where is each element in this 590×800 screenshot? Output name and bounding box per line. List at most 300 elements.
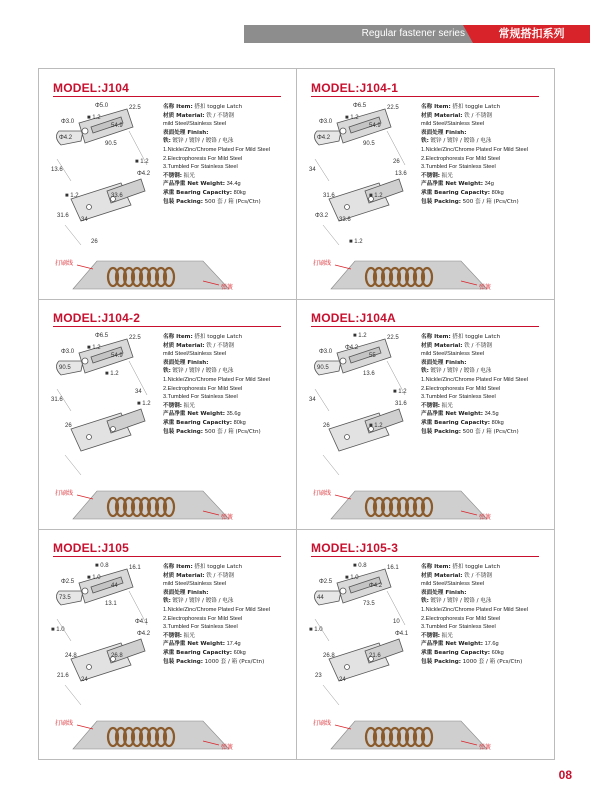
spec-material-value: 铁 / 不锈钢	[464, 342, 492, 349]
spec-material-label: 材质 Material:	[163, 112, 205, 119]
spring-detail-photo	[311, 715, 539, 755]
spec-iron	[163, 367, 293, 376]
series-title-cn: 常规搭扣系列	[473, 25, 590, 43]
spec-capacity-value: 60kg	[233, 649, 246, 656]
spring-photo-svg	[53, 715, 281, 755]
spring-detail-photo	[53, 255, 281, 295]
spec-stainless	[421, 402, 551, 411]
latch-hole	[340, 358, 346, 364]
spec-finish-3: 3.Tumbled For Stainless Steel	[421, 624, 496, 631]
dimension-line	[315, 389, 329, 411]
dimension-label: Φ4.2	[137, 631, 151, 637]
spec-iron-label: 铁:	[421, 138, 429, 145]
spec-material	[163, 342, 293, 351]
spec-weight-value: 17.6g	[484, 641, 499, 648]
spec-finish-2: 2.Electrophoresis For Mild Steel	[421, 615, 501, 622]
rivet-label: 打刷线	[55, 260, 74, 267]
spec-iron-value: 镀锌 / 镀锌 / 镀铬 / 电泳	[430, 368, 492, 375]
spec-finish-label: 表面处理 Finish:	[421, 589, 467, 596]
spec-capacity-value: 80kg	[233, 189, 246, 196]
dimension-label: ■ 1.2	[65, 193, 79, 199]
spec-packing-label: 包装 Packing:	[163, 658, 204, 665]
spec-packing-value: 500 套 / 箱 (Pcs/Ctn)	[204, 198, 261, 205]
spec-weight-value: 34.5g	[484, 411, 499, 418]
spring-coil	[108, 268, 174, 286]
dimension-line	[65, 685, 81, 705]
dimension-label: Φ4.2	[369, 583, 383, 589]
spec-weight	[421, 640, 551, 649]
spec-packing	[421, 428, 551, 437]
spec-material	[163, 572, 293, 581]
dimension-label: 34	[309, 397, 316, 403]
dimension-label: Φ3.0	[61, 119, 75, 125]
spec-material-en: mild Steel/Stainless Steel	[421, 351, 485, 358]
dimension-label: ■ 1.0	[309, 627, 323, 633]
spec-item	[421, 333, 551, 342]
spec-finish-label: 表面处理 Finish:	[421, 359, 467, 366]
spec-stainless-label: 不锈钢:	[421, 172, 441, 179]
mount-hole	[345, 205, 350, 210]
dimension-line	[65, 225, 81, 245]
spec-item-value: 搭扣 toggle Latch	[452, 334, 501, 340]
spec-capacity-value: 60kg	[491, 649, 504, 656]
spec-item	[163, 103, 293, 112]
spec-capacity-value: 80kg	[491, 419, 504, 426]
dimension-label: 22.5	[129, 105, 141, 111]
spec-material-value: 铁 / 不锈钢	[464, 112, 492, 119]
spec-finish-label: 表面处理 Finish:	[163, 589, 209, 596]
spec-stainless-label: 不锈钢:	[163, 632, 183, 639]
spec-iron	[421, 597, 551, 606]
spring-label: 弹簧	[479, 514, 492, 521]
dimension-label: ■ 1.2	[393, 389, 407, 395]
model-title: MODEL:J104A	[311, 311, 396, 325]
dimension-label: 44	[317, 595, 324, 601]
dimension-line	[323, 455, 339, 475]
dimension-line	[323, 225, 339, 245]
mount-hole	[87, 665, 92, 670]
spec-weight	[163, 410, 293, 419]
dimension-label: ■ 1.2	[105, 371, 119, 377]
spring-detail-photo	[53, 715, 281, 755]
spec-finish-3: 3.Tumbled For Stainless Steel	[421, 394, 496, 401]
spec-material-value: 铁 / 不锈钢	[206, 342, 234, 349]
dimension-line	[323, 685, 339, 705]
model-underline	[53, 326, 281, 327]
spec-item-value: 搭扣 toggle Latch	[452, 104, 501, 110]
spec-item	[163, 333, 293, 342]
spring-detail-photo	[311, 255, 539, 295]
latch-hole	[82, 588, 88, 594]
spec-item	[421, 103, 551, 112]
dimension-label: 54.9	[111, 123, 123, 129]
dimension-label: 55	[369, 353, 376, 359]
spec-packing-label: 包装 Packing:	[421, 428, 462, 435]
spec-capacity-value: 80kg	[491, 189, 504, 196]
spec-packing-value: 1000 套 / 箱 (Pcs/Ctn)	[204, 658, 265, 665]
spec-stainless	[421, 172, 551, 181]
spring-coil	[108, 498, 174, 516]
spec-capacity	[163, 419, 293, 428]
dimension-label: 33.6	[111, 193, 123, 199]
spec-material-label: 材质 Material:	[421, 112, 463, 119]
latch-hole	[82, 358, 88, 364]
spring-label: 弹簧	[221, 514, 234, 521]
spec-material-en: mild Steel/Stainless Steel	[421, 581, 485, 588]
spec-item-value: 搭扣 toggle Latch	[452, 564, 501, 570]
spec-material-label: 材质 Material:	[163, 572, 205, 579]
mount-hole	[87, 205, 92, 210]
dimension-label: Φ6.5	[95, 333, 109, 339]
spec-finish-2: 2.Electrophoresis For Mild Steel	[421, 385, 501, 392]
dimension-label: 24	[81, 677, 88, 683]
spec-iron	[163, 137, 293, 146]
spec-iron-label: 铁:	[421, 368, 429, 375]
latch-technical-drawing	[51, 561, 159, 711]
spec-weight-label: 产品净重 Net Weight:	[421, 181, 483, 188]
dimension-label: ■ 1.0	[345, 575, 359, 581]
spec-weight-value: 35.6g	[226, 411, 241, 418]
dimension-label: 90.5	[317, 365, 329, 371]
rivet-label: 打刷线	[313, 490, 332, 497]
dimension-label: Φ3.0	[319, 349, 333, 355]
spec-finish-2: 2.Electrophoresis For Mild Steel	[163, 615, 243, 622]
spec-block	[163, 563, 293, 666]
spec-packing-label: 包装 Packing:	[421, 198, 462, 205]
spring-photo-svg	[53, 485, 281, 525]
spec-weight	[421, 180, 551, 189]
dimension-label: Φ4.1	[135, 619, 149, 625]
dimension-label: 33.6	[339, 217, 351, 223]
spec-finish-3: 3.Tumbled For Stainless Steel	[163, 394, 238, 401]
spec-item-label: 名称 Item:	[163, 334, 193, 340]
spec-capacity-label: 承重 Bearing Capacity:	[421, 419, 491, 426]
latch-hole	[340, 588, 346, 594]
spec-stainless-value: 振光	[183, 402, 195, 409]
dimension-label: 16.1	[129, 565, 141, 571]
dimension-label: ■ 0.8	[95, 563, 109, 569]
dimension-label: Φ3.2	[315, 213, 329, 219]
spec-item-label: 名称 Item:	[421, 334, 451, 340]
product-card	[297, 299, 554, 529]
spec-stainless-label: 不锈钢:	[421, 402, 441, 409]
dimension-label: 26.8	[323, 653, 335, 659]
spec-packing-value: 500 套 / 箱 (Pcs/Ctn)	[204, 428, 261, 435]
model-underline	[311, 96, 539, 97]
spec-material-value: 铁 / 不锈钢	[464, 572, 492, 579]
spec-item-label: 名称 Item:	[163, 104, 193, 110]
spec-packing-value: 1000 套 / 箱 (Pcs/Ctn)	[462, 658, 523, 665]
spec-capacity-label: 承重 Bearing Capacity:	[421, 189, 491, 196]
dimension-label: ■ 1.2	[137, 401, 151, 407]
spec-material-value: 铁 / 不锈钢	[206, 112, 234, 119]
dimension-label: 90.5	[363, 141, 375, 147]
dimension-label: Φ5.0	[95, 103, 109, 109]
spec-packing	[163, 198, 293, 207]
spring-coil	[108, 728, 174, 746]
dimension-label: ■ 1.0	[51, 627, 65, 633]
model-title: MODEL:J104-2	[53, 311, 141, 325]
dimension-label: Φ3.0	[61, 349, 75, 355]
spec-iron-value: 镀锌 / 镀锌 / 镀铬 / 电泳	[430, 138, 492, 145]
dimension-label: 26	[323, 423, 330, 429]
page-number: 08	[558, 768, 572, 782]
spec-packing	[421, 198, 551, 207]
dimension-label: 22.5	[387, 335, 399, 341]
latch-technical-drawing	[309, 331, 417, 481]
spec-finish-1: 1.Nickle/Zinc/Chrome Plated For Mild Steel	[421, 146, 528, 153]
dimension-label: 26	[91, 239, 98, 245]
dimension-label: 21.6	[369, 653, 381, 659]
dimension-label: ■ 1.2	[135, 159, 149, 165]
dimension-label: 90.5	[59, 365, 71, 371]
spring-photo-svg	[53, 255, 281, 295]
spec-stainless-value: 振光	[441, 632, 453, 639]
spec-stainless-value: 振光	[183, 632, 195, 639]
spec-material-en: mild Steel/Stainless Steel	[163, 121, 227, 128]
spec-weight-label: 产品净重 Net Weight:	[421, 411, 483, 418]
dimension-label: 31.6	[395, 401, 407, 407]
spring-coil	[366, 268, 432, 286]
rivet-label: 打刷线	[55, 490, 74, 497]
spec-item	[421, 563, 551, 572]
dimension-label: 13.6	[363, 371, 375, 377]
spec-packing-label: 包装 Packing:	[163, 428, 204, 435]
spec-material-en: mild Steel/Stainless Steel	[421, 121, 485, 128]
spec-iron-value: 镀锌 / 镀锌 / 镀铬 / 电泳	[172, 598, 234, 605]
spec-weight-label: 产品净重 Net Weight:	[163, 641, 225, 648]
dimension-label: ■ 1.2	[87, 345, 101, 351]
dimension-label: ■ 1.2	[87, 115, 101, 121]
spec-finish-2: 2.Electrophoresis For Mild Steel	[163, 385, 243, 392]
spec-stainless	[421, 632, 551, 641]
spec-item-value: 搭扣 toggle Latch	[194, 334, 243, 340]
latch-hole	[340, 128, 346, 134]
spec-block	[421, 103, 551, 206]
dimension-label: ■ 1.2	[369, 423, 383, 429]
spec-stainless-label: 不锈钢:	[163, 172, 183, 179]
spec-iron-value: 镀锌 / 镀锌 / 镀铬 / 电泳	[172, 368, 234, 375]
latch-hole	[82, 128, 88, 134]
spec-finish-2: 2.Electrophoresis For Mild Steel	[163, 155, 243, 162]
dimension-label: 24.8	[65, 653, 77, 659]
product-grid	[38, 68, 555, 760]
spec-weight	[421, 410, 551, 419]
spec-material-label: 材质 Material:	[421, 572, 463, 579]
spec-material	[421, 572, 551, 581]
spec-material-label: 材质 Material:	[163, 342, 205, 349]
model-underline	[311, 326, 539, 327]
dimension-label: Φ2.5	[61, 579, 75, 585]
spec-stainless	[163, 402, 293, 411]
dimension-label: 13.6	[395, 171, 407, 177]
product-card	[297, 69, 554, 299]
dimension-label: Φ4.2	[59, 135, 73, 141]
spec-capacity	[163, 189, 293, 198]
spec-item	[163, 563, 293, 572]
dimension-label: 73.5	[59, 595, 71, 601]
spec-capacity-label: 承重 Bearing Capacity:	[421, 649, 491, 656]
dimension-label: 44	[111, 583, 118, 589]
spec-block	[421, 333, 551, 436]
rivet-label: 打刷线	[313, 720, 332, 727]
dimension-label: 13.1	[105, 601, 117, 607]
model-title: MODEL:J104	[53, 81, 130, 95]
model-title: MODEL:J105	[53, 541, 130, 555]
model-title: MODEL:J104-1	[311, 81, 399, 95]
spec-packing	[421, 658, 551, 667]
spec-capacity	[421, 649, 551, 658]
spring-label: 弹簧	[221, 284, 234, 291]
spec-finish-1: 1.Nickle/Zinc/Chrome Plated For Mild Steel	[163, 146, 270, 153]
spec-iron	[163, 597, 293, 606]
spring-label: 弹簧	[479, 744, 492, 751]
spec-finish-1: 1.Nickle/Zinc/Chrome Plated For Mild Steel	[421, 376, 528, 383]
spec-item-value: 搭扣 toggle Latch	[194, 104, 243, 110]
spec-packing-value: 500 套 / 箱 (Pcs/Ctn)	[462, 428, 519, 435]
spec-weight-value: 34.4g	[226, 181, 241, 188]
spec-packing	[163, 428, 293, 437]
spec-finish-label: 表面处理 Finish:	[421, 129, 467, 136]
spec-finish-1: 1.Nickle/Zinc/Chrome Plated For Mild Steel	[163, 606, 270, 613]
spec-capacity	[421, 189, 551, 198]
dimension-label: 34	[81, 217, 88, 223]
spec-finish-1: 1.Nickle/Zinc/Chrome Plated For Mild Steel	[163, 376, 270, 383]
mount-hole	[111, 427, 116, 432]
spec-stainless	[163, 632, 293, 641]
spec-finish-2: 2.Electrophoresis For Mild Steel	[421, 155, 501, 162]
dimension-label: 22.5	[129, 335, 141, 341]
dimension-label: Φ4.2	[317, 135, 331, 141]
spring-label: 弹簧	[479, 284, 492, 291]
dimension-label: 10	[393, 619, 400, 625]
spec-finish-label: 表面处理 Finish:	[163, 129, 209, 136]
spec-weight-label: 产品净重 Net Weight:	[163, 411, 225, 418]
dimension-label: ■ 1.2	[345, 115, 359, 121]
dimension-label: 31.6	[323, 193, 335, 199]
spec-iron-value: 镀锌 / 镀锌 / 镀铬 / 电泳	[172, 138, 234, 145]
spec-material-value: 铁 / 不锈钢	[206, 572, 234, 579]
dimension-label: 90.5	[105, 141, 117, 147]
spec-item-value: 搭扣 toggle Latch	[194, 564, 243, 570]
dimension-label: 26.8	[111, 653, 123, 659]
rivet-label: 打刷线	[313, 260, 332, 267]
latch-technical-drawing	[309, 561, 417, 711]
dimension-label: 54.9	[111, 353, 123, 359]
latch-technical-drawing	[51, 101, 159, 251]
spec-stainless	[163, 172, 293, 181]
model-underline	[53, 96, 281, 97]
product-card	[39, 529, 296, 759]
dimension-label: 23	[315, 673, 322, 679]
spec-weight	[163, 640, 293, 649]
mount-hole	[345, 665, 350, 670]
mount-hole	[87, 435, 92, 440]
dimension-label: Φ4.2	[345, 345, 359, 351]
model-underline	[53, 556, 281, 557]
dimension-line	[315, 159, 329, 181]
spring-photo-svg	[311, 485, 539, 525]
dimension-label: 31.6	[51, 397, 63, 403]
spec-iron	[421, 137, 551, 146]
spec-weight-value: 17.4g	[226, 641, 241, 648]
dimension-label: Φ4.1	[395, 631, 409, 637]
dimension-label: ■ 1.0	[87, 575, 101, 581]
spec-capacity	[163, 649, 293, 658]
spring-label: 弹簧	[221, 744, 234, 751]
spec-iron	[421, 367, 551, 376]
rivet-label: 打刷线	[55, 720, 74, 727]
series-title-en: Regular fastener series	[244, 25, 473, 43]
model-underline	[311, 556, 539, 557]
spec-material	[421, 342, 551, 351]
dimension-label: 54.9	[369, 123, 381, 129]
spec-item-label: 名称 Item:	[421, 564, 451, 570]
spring-photo-svg	[311, 715, 539, 755]
spec-stainless-value: 振光	[441, 172, 453, 179]
latch-technical-drawing	[309, 101, 417, 251]
spec-packing-label: 包装 Packing:	[163, 198, 204, 205]
spec-finish-1: 1.Nickle/Zinc/Chrome Plated For Mild Steel	[421, 606, 528, 613]
dimension-label: 31.6	[57, 213, 69, 219]
spring-photo-svg	[311, 255, 539, 295]
spec-block	[421, 563, 551, 666]
spec-stainless-value: 振光	[441, 402, 453, 409]
spec-finish-3: 3.Tumbled For Stainless Steel	[163, 624, 238, 631]
series-header	[244, 25, 590, 43]
mount-hole	[345, 435, 350, 440]
dimension-line	[65, 455, 81, 475]
dimension-label: Φ3.0	[319, 119, 333, 125]
spec-block	[163, 103, 293, 206]
spec-iron-label: 铁:	[163, 138, 171, 145]
spec-packing-value: 500 套 / 箱 (Pcs/Ctn)	[462, 198, 519, 205]
dimension-label: 24	[339, 677, 346, 683]
spec-material	[421, 112, 551, 121]
product-card	[297, 529, 554, 759]
dimension-label: 34	[309, 167, 316, 173]
dimension-label: ■ 1.2	[369, 193, 383, 199]
dimension-label: Φ4.2	[137, 171, 151, 177]
spec-weight	[163, 180, 293, 189]
header-notch	[463, 25, 473, 43]
spec-block	[163, 333, 293, 436]
spec-stainless-value: 振光	[183, 172, 195, 179]
spec-material	[163, 112, 293, 121]
dimension-label: Φ6.5	[353, 103, 367, 109]
dimension-label: 13.6	[51, 167, 63, 173]
spec-weight-label: 产品净重 Net Weight:	[421, 641, 483, 648]
spec-capacity-label: 承重 Bearing Capacity:	[163, 419, 233, 426]
spec-material-en: mild Steel/Stainless Steel	[163, 351, 227, 358]
dimension-label: 16.1	[387, 565, 399, 571]
dimension-label: 26	[65, 423, 72, 429]
spec-stainless-label: 不锈钢:	[163, 402, 183, 409]
dimension-label: 73.5	[363, 601, 375, 607]
dimension-label: ■ 1.2	[349, 239, 363, 245]
spec-item-label: 名称 Item:	[421, 104, 451, 110]
spec-material-label: 材质 Material:	[421, 342, 463, 349]
spec-packing-label: 包装 Packing:	[421, 658, 462, 665]
spec-iron-value: 镀锌 / 镀锌 / 镀铬 / 电泳	[430, 598, 492, 605]
spec-finish-3: 3.Tumbled For Stainless Steel	[163, 164, 238, 171]
spec-weight-label: 产品净重 Net Weight:	[163, 181, 225, 188]
spring-coil	[366, 728, 432, 746]
dimension-label: ■ 0.8	[353, 563, 367, 569]
spec-stainless-label: 不锈钢:	[421, 632, 441, 639]
spec-weight-value: 34g	[484, 181, 494, 188]
spec-iron-label: 铁:	[421, 598, 429, 605]
